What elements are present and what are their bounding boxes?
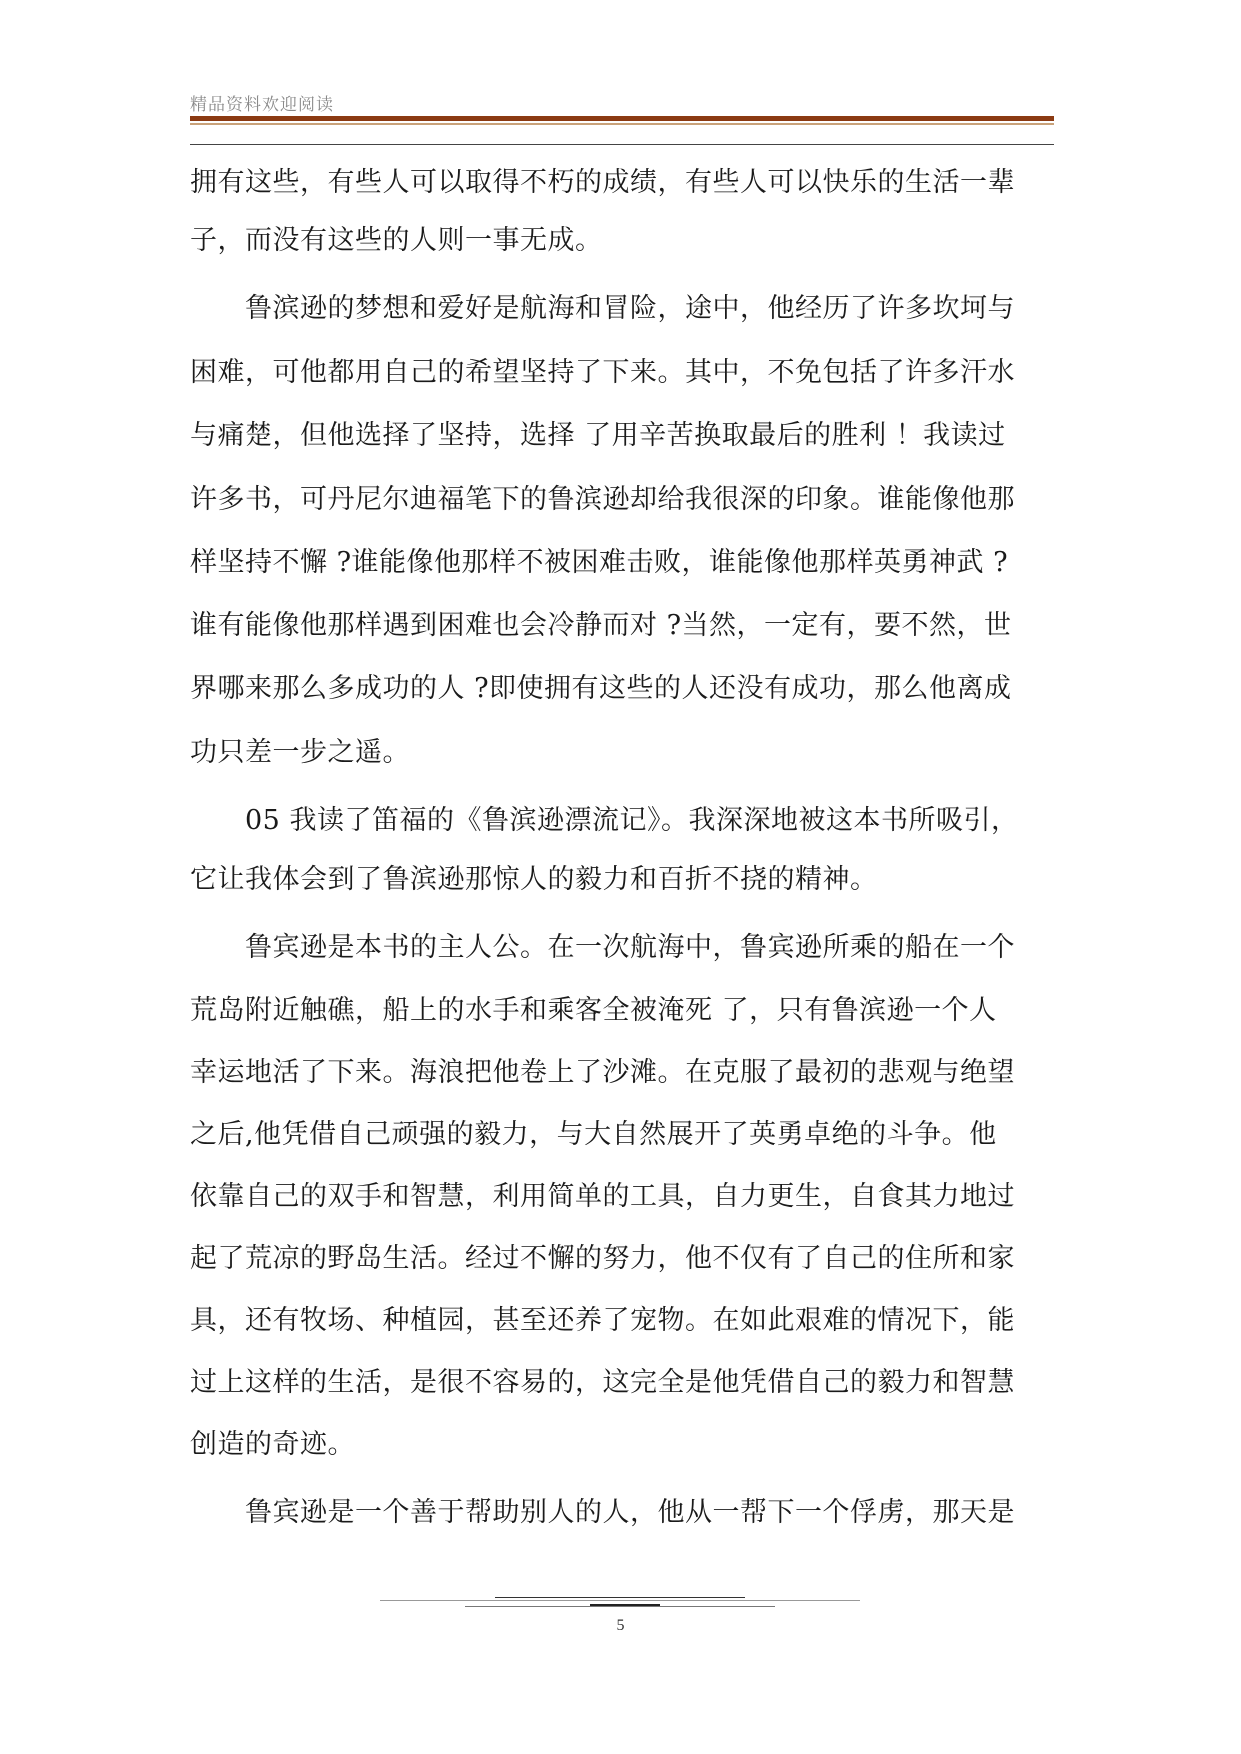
text-line: 荒岛附近触礁，船上的水手和乘客全被淹死 了，只有鲁滨逊一个人 xyxy=(190,995,997,1026)
text-line: 功只差一步之遥。 xyxy=(190,737,410,768)
text-line: 依靠自己的双手和智慧，利用简单的工具，自力更生，自食其力地过 xyxy=(190,1181,1015,1212)
text-line: 鲁宾逊是一个善于帮助别人的人，他从一帮下一个俘虏，那天是 xyxy=(190,1497,1015,1528)
page-number: 5 xyxy=(616,1617,625,1634)
header-rule-thick xyxy=(190,116,1054,121)
text-line: 与痛楚，但他选择了坚持，选择 了用辛苦换取最后的胜利 ！我读过 xyxy=(190,420,1006,451)
header-rule-thin xyxy=(190,144,1054,145)
text-line: 困难，可他都用自己的希望坚持了下来。其中，不免包括了许多汗水 xyxy=(190,357,1015,388)
header-rule-mid xyxy=(190,123,1054,125)
text-line: 具，还有牧场、种植园，甚至还养了宠物。在如此艰难的情况下，能 xyxy=(190,1305,1015,1336)
text-line: 起了荒凉的野岛生活。经过不懈的努力，他不仅有了自己的住所和家 xyxy=(190,1243,1015,1274)
text-line: 鲁宾逊是本书的主人公。在一次航海中，鲁宾逊所乘的船在一个 xyxy=(190,932,1015,963)
text-line: 创造的奇迹。 xyxy=(190,1429,355,1460)
footer-rule xyxy=(380,1600,860,1601)
text-line: 鲁滨逊的梦想和爱好是航海和冒险，途中，他经历了许多坎坷与 xyxy=(190,293,1015,324)
text-line: 界哪来那么多成功的人 ?即使拥有这些的人还没有成功，那么他离成 xyxy=(190,673,1012,704)
text-line: 许多书，可丹尼尔迪福笔下的鲁滨逊却给我很深的印象。谁能像他那 xyxy=(190,484,1015,515)
footer-rule xyxy=(495,1597,745,1598)
text-line: 05 我读了笛福的《鲁滨逊漂流记》。我深深地被这本书所吸引， xyxy=(190,805,1019,836)
text-line: 幸运地活了下来。海浪把他卷上了沙滩。在克服了最初的悲观与绝望 xyxy=(190,1057,1015,1088)
text-line: 过上这样的生活，是很不容易的，这完全是他凭借自己的毅力和智慧 xyxy=(190,1367,1015,1398)
footer-rule xyxy=(590,1604,660,1606)
header-text: 精品资料欢迎阅读 xyxy=(190,95,334,115)
text-line: 之后,他凭借自己顽强的毅力，与大自然展开了英勇卓绝的斗争。他 xyxy=(190,1119,997,1150)
text-line: 样坚持不懈 ?谁能像他那样不被困难击败，谁能像他那样英勇神武 ? xyxy=(190,547,1009,578)
text-line: 子，而没有这些的人则一事无成。 xyxy=(190,225,603,256)
text-line: 它让我体会到了鲁滨逊那惊人的毅力和百折不挠的精神。 xyxy=(190,864,878,895)
footer-rule xyxy=(465,1606,775,1607)
text-line: 拥有这些，有些人可以取得不朽的成绩，有些人可以快乐的生活一辈 xyxy=(190,167,1015,198)
text-line: 谁有能像他那样遇到困难也会冷静而对 ?当然，一定有，要不然，世 xyxy=(190,610,1012,641)
